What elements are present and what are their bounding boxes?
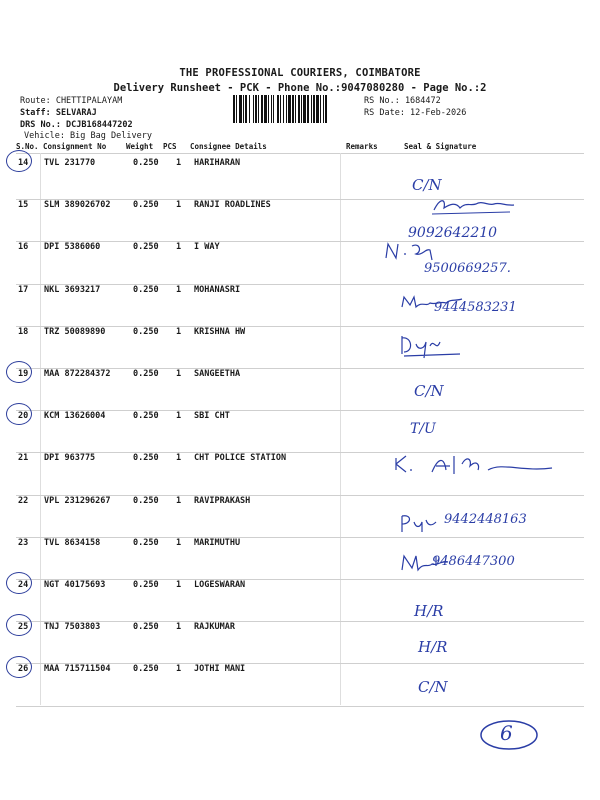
consignment-number: DPI 5386060 <box>44 242 101 253</box>
vehicle-label: Vehicle: Big Bag Delivery <box>24 131 152 141</box>
table-row <box>0 285 600 327</box>
pieces-count: 1 <box>176 200 182 211</box>
barcode-bar <box>255 95 257 123</box>
consignment-number: NGT 40175693 <box>44 580 106 590</box>
serial-circle-mark <box>6 361 32 383</box>
barcode-bar <box>261 95 263 123</box>
consignment-number: SLM 389026702 <box>44 200 111 211</box>
barcode-bar <box>298 95 300 123</box>
handwritten-note: H/R <box>418 638 448 657</box>
signature-scribble <box>398 512 442 534</box>
serial-number: 20 <box>18 411 29 422</box>
serial-number: 24 <box>18 580 29 590</box>
signature-scribble <box>398 552 458 574</box>
weight-value: 0.250 <box>133 369 159 379</box>
handwritten-note: C/N <box>412 176 442 194</box>
pieces-count: 1 <box>176 580 182 590</box>
serial-number: 19 <box>18 369 29 379</box>
header-rule <box>16 153 584 154</box>
table-row <box>0 622 600 664</box>
barcode-bar <box>301 95 302 123</box>
weight-value: 0.250 <box>133 622 159 633</box>
consignee-name: CHT POLICE STATION <box>194 453 287 464</box>
page-mark: 6 <box>500 721 513 745</box>
table-row <box>0 327 600 369</box>
handwritten-note: 9500669257. <box>424 261 511 277</box>
col-header-pcs: PCS <box>163 142 177 151</box>
barcode-bar <box>271 95 272 123</box>
signature-scribble <box>398 293 468 313</box>
consignee-name: RAJKUMAR <box>194 622 235 633</box>
table-row <box>0 369 600 411</box>
pieces-count: 1 <box>176 158 182 168</box>
barcode-bar <box>236 95 237 123</box>
table-row <box>0 496 600 538</box>
barcode-bar <box>245 95 247 123</box>
consignment-number: MAA 715711504 <box>44 664 111 675</box>
pieces-count: 1 <box>176 537 182 548</box>
pieces-count: 1 <box>176 242 182 253</box>
table-row <box>0 158 600 200</box>
barcode-bar <box>292 95 294 123</box>
barcode-bar <box>303 95 306 123</box>
consignee-name: JOTHI MANI <box>194 664 246 675</box>
serial-circle-mark <box>6 150 32 172</box>
handwritten-note: 9442448163 <box>444 511 527 527</box>
consignment-number: NKL 3693217 <box>44 284 101 295</box>
signature-scribble <box>392 452 562 482</box>
consignee-name: RANJI ROADLINES <box>194 200 271 211</box>
serial-circle-mark <box>6 572 32 594</box>
weight-value: 0.250 <box>133 411 159 422</box>
barcode-bar <box>239 95 242 123</box>
table-row <box>0 664 600 706</box>
serial-circle-mark <box>6 614 32 636</box>
handwritten-note: 9092642210 <box>408 225 498 242</box>
consignee-name: LOGESWARAN <box>194 580 246 590</box>
consignment-number: TVL 8634158 <box>44 537 101 548</box>
barcode-bar <box>273 95 274 123</box>
barcode-bar <box>283 95 284 123</box>
consignee-name: SBI CHT <box>194 411 230 422</box>
consignee-name: MARIMUTHU <box>194 537 241 548</box>
consignment-number: TRZ 50089890 <box>44 326 106 337</box>
signature-scribble <box>396 332 466 360</box>
barcode-bar <box>311 95 312 123</box>
rs-date: RS Date: 12-Feb-2026 <box>364 108 467 118</box>
consignee-name: SANGEETHA <box>194 369 241 379</box>
rs-number: RS No.: 1684472 <box>364 96 441 106</box>
serial-number: 22 <box>18 495 29 506</box>
consignment-number: KCM 13626004 <box>44 411 106 422</box>
consignee-name: I WAY <box>194 242 220 253</box>
weight-value: 0.250 <box>133 664 159 675</box>
col-header-details: Consignee Details <box>190 142 267 151</box>
consignment-number: DPI 963775 <box>44 453 96 464</box>
serial-number: 25 <box>18 622 29 633</box>
weight-value: 0.250 <box>133 495 159 506</box>
pieces-count: 1 <box>176 369 182 379</box>
col-header-remarks: Remarks <box>346 142 378 151</box>
serial-number: 14 <box>18 158 29 168</box>
serial-number: 26 <box>18 664 29 675</box>
table-row <box>0 538 600 580</box>
consignee-name: RAVIPRAKASH <box>194 495 251 506</box>
barcode-bar <box>307 95 309 123</box>
pieces-count: 1 <box>176 453 182 464</box>
weight-value: 0.250 <box>133 158 159 168</box>
handwritten-note: 9486447300 <box>432 553 515 569</box>
barcode-bar <box>258 95 259 123</box>
weight-value: 0.250 <box>133 580 159 590</box>
table-row <box>0 580 600 622</box>
barcode-bar <box>264 95 267 123</box>
barcode-bar <box>316 95 319 123</box>
consignment-number: MAA 872284372 <box>44 369 111 379</box>
barcode-bar <box>286 95 287 123</box>
weight-value: 0.250 <box>133 537 159 548</box>
col-header-sno: S.No. <box>16 142 39 151</box>
barcode-bar <box>249 95 250 123</box>
col-header-consignment: Consignment No <box>43 142 107 151</box>
barcode-bar <box>243 95 244 123</box>
table-row <box>0 411 600 453</box>
barcode-bar <box>253 95 254 123</box>
pieces-count: 1 <box>176 622 182 633</box>
runsheet-title: Delivery Runsheet - PCK - Phone No.:9047080280 - Page No.:2 <box>113 82 487 94</box>
barcode-bar <box>277 95 279 123</box>
signature-scribble <box>430 196 520 216</box>
barcode-bar <box>320 95 321 123</box>
serial-circle-mark <box>6 403 32 425</box>
pieces-count: 1 <box>176 411 182 422</box>
signature-scribble <box>382 238 442 262</box>
barcode-bar <box>295 95 296 123</box>
weight-value: 0.250 <box>133 453 159 464</box>
pieces-count: 1 <box>176 284 182 295</box>
pieces-count: 1 <box>176 495 182 506</box>
drs-label: DRS No.: DCJB168447202 <box>20 120 133 130</box>
barcode-bar <box>313 95 315 123</box>
barcode <box>233 95 359 123</box>
staff-label: Staff: SELVARAJ <box>20 108 97 118</box>
handwritten-note: C/N <box>414 382 444 400</box>
barcode-bar <box>323 95 324 123</box>
col-header-seal: Seal & Signature <box>404 142 477 151</box>
table-row <box>0 242 600 284</box>
consignee-name: KRISHNA HW <box>194 326 246 337</box>
barcode-bar <box>268 95 269 123</box>
weight-value: 0.250 <box>133 200 159 211</box>
handwritten-note: T/U <box>410 421 436 438</box>
consignment-number: TVL 231770 <box>44 158 96 168</box>
serial-circle-mark <box>6 656 32 678</box>
route-label: Route: CHETTIPALAYAM <box>20 96 123 106</box>
handwritten-note: C/N <box>418 678 448 697</box>
consignee-name: HARIHARAN <box>194 158 241 168</box>
serial-number: 15 <box>18 200 29 211</box>
pieces-count: 1 <box>176 326 182 337</box>
weight-value: 0.250 <box>133 284 159 295</box>
pieces-count: 1 <box>176 664 182 675</box>
barcode-bar <box>325 95 327 123</box>
company-title: THE PROFESSIONAL COURIERS, COIMBATORE <box>179 67 421 79</box>
serial-number: 23 <box>18 537 29 548</box>
barcode-bar <box>288 95 291 123</box>
serial-number: 21 <box>18 453 29 464</box>
weight-value: 0.250 <box>133 242 159 253</box>
col-header-weight: Weight <box>126 142 154 151</box>
weight-value: 0.250 <box>133 326 159 337</box>
serial-number: 17 <box>18 284 29 295</box>
handwritten-note: 9444583231 <box>434 299 517 315</box>
barcode-bar <box>233 95 235 123</box>
consignee-name: MOHANASRI <box>194 284 241 295</box>
barcode-bar <box>280 95 281 123</box>
consignment-number: TNJ 7503803 <box>44 622 101 633</box>
handwritten-note: H/R <box>414 602 444 620</box>
row-divider <box>16 706 584 707</box>
serial-number: 16 <box>18 242 29 253</box>
consignment-number: VPL 231296267 <box>44 495 111 506</box>
serial-number: 18 <box>18 326 29 337</box>
